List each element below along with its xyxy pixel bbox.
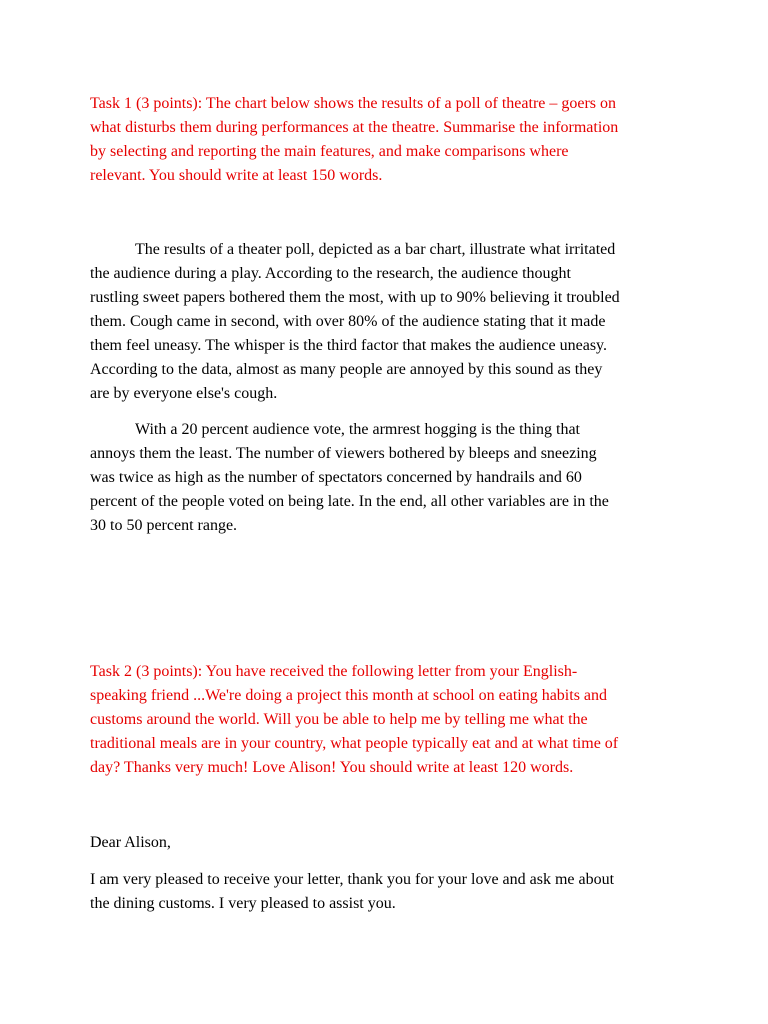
task1-answer-paragraph-1: The results of a theater poll, depicted as a bar chart, illustrate what irritated the audience during a play. According to the research, the audience thought rustling sweet papers bothered them the most, with up to 90% believing it troubled them. Cough came in second, with over 80% of the audience stating that it made them feel uneasy. The whisper is the third factor that makes the audience uneasy. According to the data, almost as many people are annoyed by this sound as they are by everyone else's cough. xyxy=(90,241,620,402)
task2-prompt: Task 2 (3 points): You have received the following letter from your English- speaking friend ...We're doing a project this month at school on eating habits and customs around the world. Will you be able to help me by telling me what the traditional meals are in your country, what people typically eat and at what time of day? Thanks very much! Love Alison! You should write at least 120 words. xyxy=(90,663,619,776)
task1-answer-paragraph-2: With a 20 percent audience vote, the armrest hogging is the thing that annoys them the least. The number of viewers bothered by bleeps and sneezing was twice as high as the number of spectators concerned by handrails and 60 percent of the people voted on being late. In the end, all other variables are in the 30 to 50 percent range. xyxy=(90,421,609,534)
task1-prompt: Task 1 (3 points): The chart below shows the results of a poll of theatre – goers on what disturbs them during performances at the theatre. Summarise the information by selecting and reporting the main features, and make comparisons where relevant. You should write at least 150 words. xyxy=(90,95,619,184)
letter-salutation: Dear Alison, xyxy=(90,834,171,851)
letter-paragraph-1: I am very pleased to receive your letter, thank you for your love and ask me about the dining customs. I very pleased to assist you. xyxy=(90,871,615,912)
